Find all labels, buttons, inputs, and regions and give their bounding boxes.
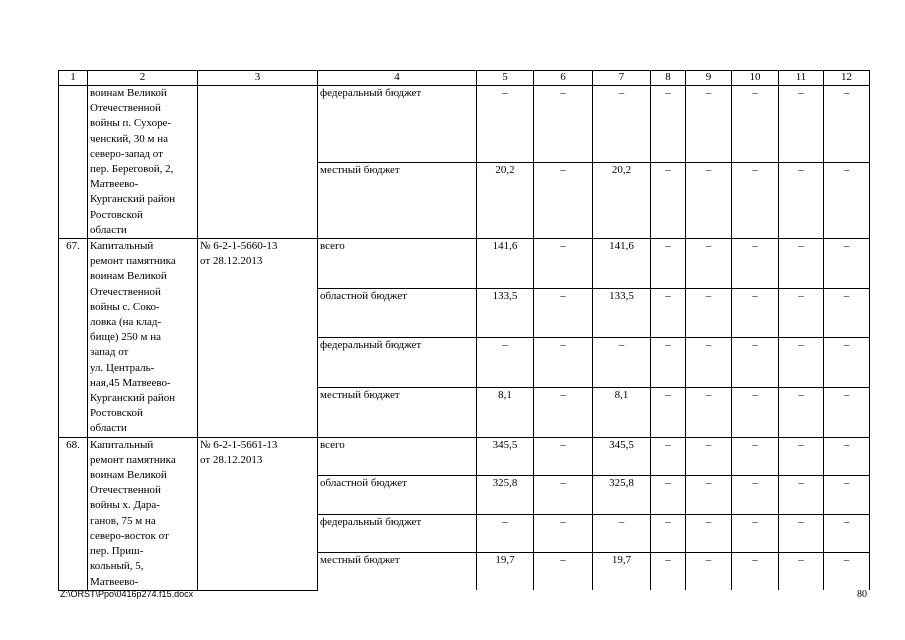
column-number-3: 3 [198,71,318,86]
object-name-line: ченский, 30 м на [90,132,169,145]
object-name-line: Отечественной [90,484,161,497]
object-name-line: кольный, 5, [90,560,144,573]
funding-value: – [732,86,779,163]
funding-value: – [651,239,686,289]
entry-number [59,86,88,239]
funding-value: 345,5 [593,437,651,476]
column-number-2: 2 [88,71,198,86]
funding-value: – [824,514,870,553]
expertise-conclusion [198,239,318,438]
object-name-line: области [90,422,127,435]
expertise-conclusion [198,437,318,590]
funding-source: местный бюджет [318,388,477,438]
funding-value: 133,5 [477,288,534,338]
table-row [59,239,870,289]
funding-value: – [651,553,686,590]
funding-value: – [534,86,593,163]
funding-value: – [779,388,824,438]
funding-value: – [824,553,870,590]
funding-source: федеральный бюджет [318,86,477,163]
funding-value: – [824,86,870,163]
page-number: 80 [857,589,867,600]
funding-value: – [824,162,870,239]
funding-value: – [824,338,870,388]
funding-value: – [651,162,686,239]
funding-value: – [593,86,651,163]
funding-value: – [686,338,732,388]
funding-value: 325,8 [477,476,534,515]
object-name-line: Курганский район [90,392,176,405]
funding-value: – [686,162,732,239]
object-name-line: воинам Великой [90,469,167,482]
funding-value: – [686,437,732,476]
funding-value: – [534,338,593,388]
funding-value: – [732,553,779,590]
funding-source: федеральный бюджет [318,338,477,388]
object-name-line: Курганский район [90,193,176,206]
funding-value: 8,1 [593,388,651,438]
funding-value: – [651,86,686,163]
funding-value: – [534,437,593,476]
funding-value: – [779,86,824,163]
funding-value: – [651,388,686,438]
funding-value: – [593,514,651,553]
column-number-row [59,71,870,86]
object-name-line: пер. Береговой, 2, [90,163,174,176]
expertise-conclusion-line: № 6-2-1-5661-13 [200,438,278,451]
funding-value: – [824,476,870,515]
funding-value: – [824,239,870,289]
funding-value: – [534,553,593,590]
object-name-line: северо-запад от [90,147,163,160]
funding-value: – [824,388,870,438]
object-name-line: воинам Великой [90,270,167,283]
funding-value: – [651,288,686,338]
funding-value: – [651,514,686,553]
object-name-line: Отечественной [90,102,161,115]
column-number-8: 8 [651,71,686,86]
table-row [59,437,870,476]
column-number-9: 9 [686,71,732,86]
object-name-line: ремонт памятника [90,255,176,268]
funding-source: местный бюджет [318,553,477,590]
object-name-line: бище) 250 м на [90,331,161,344]
funding-value: – [732,239,779,289]
funding-value: – [534,514,593,553]
funding-source: местный бюджет [318,162,477,239]
funding-value: 345,5 [477,437,534,476]
object-name-line: Матвеево- [90,178,139,191]
funding-value: – [534,162,593,239]
funding-value: – [732,476,779,515]
column-number-10: 10 [732,71,779,86]
funding-value: – [824,437,870,476]
funding-value: – [779,288,824,338]
object-name-line: Матвеево- [90,575,139,588]
funding-value: – [824,288,870,338]
budget-table [58,70,870,591]
object-name-line: Капитальный [90,438,154,451]
funding-source: всего [318,437,477,476]
object-name-line: Ростовской [90,407,143,420]
funding-value: – [651,338,686,388]
file-path: Z:\ORST\Ppo\0416p274.f15.docx [60,589,194,599]
object-name-line: запад от [90,346,129,359]
funding-value: – [732,388,779,438]
funding-value: – [534,476,593,515]
funding-value: – [779,437,824,476]
funding-value: – [779,476,824,515]
funding-value: 141,6 [477,239,534,289]
funding-value: – [686,288,732,338]
funding-value: – [779,239,824,289]
object-name-line: Отечественной [90,285,161,298]
object-name-line: ул. Централь- [90,361,155,374]
entry-number: 68. [59,437,88,590]
object-name [88,437,198,590]
funding-value: – [779,514,824,553]
object-name-line: ная,45 Матвеево- [90,376,171,389]
funding-value: – [686,476,732,515]
funding-source: областной бюджет [318,476,477,515]
funding-value: – [686,86,732,163]
funding-value: 141,6 [593,239,651,289]
object-name-line: Ростовской [90,208,143,221]
funding-value: – [686,514,732,553]
funding-source: областной бюджет [318,288,477,338]
funding-value: – [477,514,534,553]
funding-value: – [732,338,779,388]
funding-value: – [779,338,824,388]
object-name [88,86,198,239]
funding-value: 8,1 [477,388,534,438]
funding-value: – [593,338,651,388]
funding-value: 19,7 [593,553,651,590]
funding-value: 20,2 [477,162,534,239]
funding-value: – [651,476,686,515]
funding-value: – [534,239,593,289]
funding-value: 325,8 [593,476,651,515]
funding-value: – [534,288,593,338]
object-name-line: северо-восток от [90,529,169,542]
funding-value: – [732,162,779,239]
object-name-line: войны с. Соко- [90,300,160,313]
funding-value: 19,7 [477,553,534,590]
funding-value: – [779,553,824,590]
funding-value: – [477,338,534,388]
object-name-line: ремонт памятника [90,453,176,466]
object-name-line: ганов, 75 м на [90,514,156,527]
object-name-line: войны х. Дара- [90,499,160,512]
funding-value: – [686,553,732,590]
column-number-5: 5 [477,71,534,86]
funding-value: – [534,388,593,438]
funding-value: – [732,288,779,338]
column-number-12: 12 [824,71,870,86]
column-number-1: 1 [59,71,88,86]
object-name-line: Капитальный [90,240,154,253]
funding-value: – [651,437,686,476]
expertise-conclusion-line: № 6-2-1-5660-13 [200,240,278,253]
object-name-line: воинам Великой [90,87,167,99]
entry-number: 67. [59,239,88,438]
column-number-11: 11 [779,71,824,86]
object-name-line: ловка (на клад- [90,316,162,329]
column-number-6: 6 [534,71,593,86]
funding-value: – [732,437,779,476]
funding-value: – [732,514,779,553]
funding-value: 20,2 [593,162,651,239]
object-name-line: пер. Приш- [90,545,144,558]
object-name [88,239,198,438]
column-number-4: 4 [318,71,477,86]
funding-value: – [477,86,534,163]
funding-source: всего [318,239,477,289]
column-number-7: 7 [593,71,651,86]
object-name-line: войны п. Сухоре- [90,117,172,130]
funding-source: федеральный бюджет [318,514,477,553]
funding-value: – [686,239,732,289]
funding-value: 133,5 [593,288,651,338]
expertise-conclusion-line: от 28.12.2013 [200,453,263,466]
funding-value: – [779,162,824,239]
object-name-line: области [90,223,127,236]
expertise-conclusion [198,86,318,239]
expertise-conclusion-line: от 28.12.2013 [200,255,263,268]
table-row [59,86,870,163]
funding-value: – [686,388,732,438]
